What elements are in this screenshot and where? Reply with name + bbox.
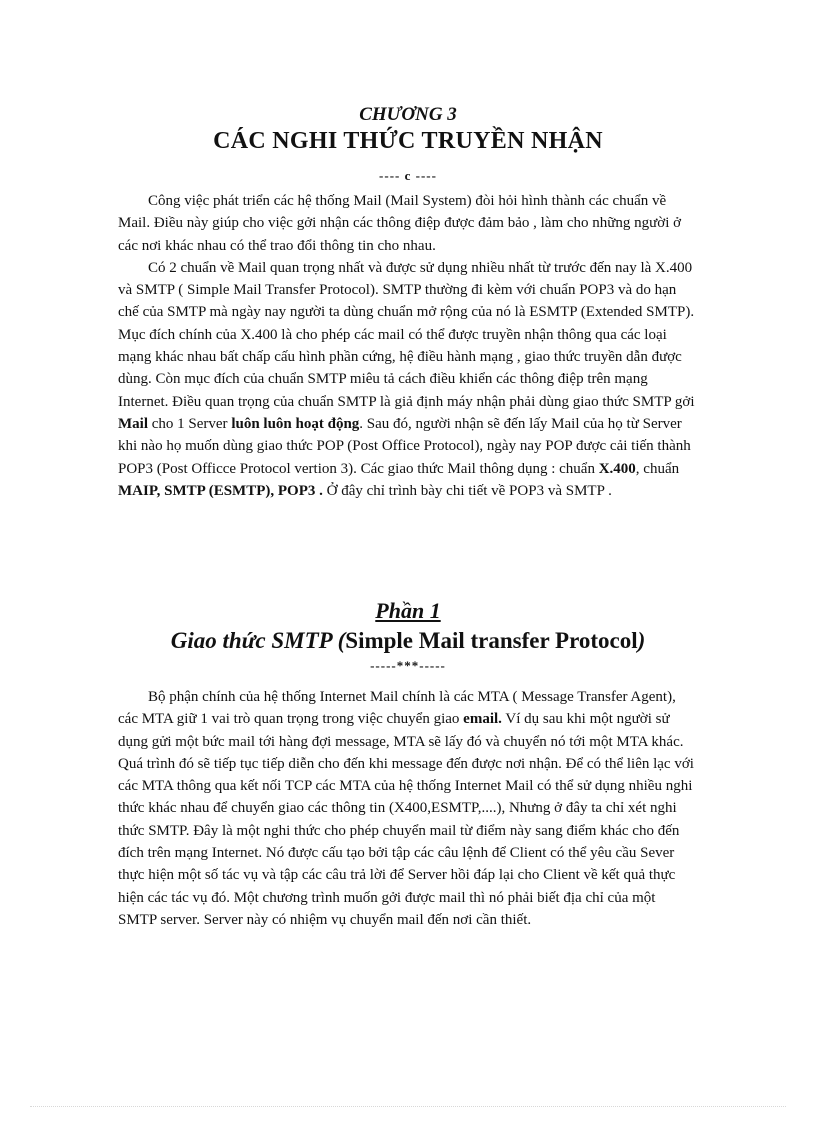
part-divider: -----***-----	[370, 658, 446, 673]
text-run: . Sau đó, người nhận sẽ đến lấy Mail của họ từ Server khi nào họ muốn dùng giao thức POP (Post Office Protocol), ngày nay POP được cải tiến thành POP3 (Post Officce Protocol vertion 3). Các giao thức Mail thông dụng : chuẩn	[118, 415, 691, 477]
part-title-italic: Giao thức SMTP (	[170, 628, 346, 653]
intro-paragraph-1: Công việc phát triển các hệ thống Mail (Mail System) đòi hỏi hình thành các chuẩn về Mail. Điều này giúp cho việc gởi nhận các thông điệp được đảm bảo , làm cho những người ở các nơi khác nhau có thể trao đổi thông tin cho nhau.	[118, 193, 682, 254]
part-title-close: )	[637, 628, 646, 653]
bold-run: X.400	[598, 460, 636, 477]
part-label: Phần 1	[375, 598, 441, 623]
bold-run: MAIP, SMTP (ESMTP), POP3 .	[118, 482, 323, 499]
intro-paragraph-2	[118, 257, 696, 502]
text-run: Có 2 chuẩn về Mail quan trọng nhất và được sử dụng nhiều nhất từ trước đến nay là X.400 và SMTP ( Simple Mail Transfer Protocol). SMTP thường đi kèm với chuẩn POP3 và do hạn chế của SMTP mà ngày nay người ta dùng chuẩn mở rộng của nó là ESMTP (Extended SMTP). Mục đích chính của X.400 là cho phép các mail có thể được truyền nhận thông qua các loại mạng khác nhau bất chấp cấu hình phần cứng, hệ điều hành mạng , giao thức truyền dẫn được dùng. Còn mục đích của chuẩn SMTP miêu tả cách điều khiển các thông điệp trên mạng Internet. Điều quan trọng của chuẩn SMTP là giả định máy nhận phải dùng giao thức SMTP gởi	[118, 259, 695, 410]
bold-run: luôn luôn hoạt động	[231, 415, 360, 432]
text-run: Ở đây chỉ trình bày chi tiết về POP3 và SMTP .	[322, 482, 612, 499]
chapter-title: CÁC NGHI THỨC TRUYỀN NHẬN	[213, 128, 603, 154]
text-run: , chuẩn	[635, 460, 680, 477]
text-run: Ví dụ sau khi một người sử dụng gửi một bức mail tới hàng đợi message, MTA sẽ lấy đó và chuyển nó tới một MTA khác. Quá trình đó sẽ tiếp tục tiếp diễn cho đến khi message đến được nơi nhận. Để có thể liên lạc với các MTA thông qua kết nối TCP các MTA của hệ thống Internet Mail có thể sử dụng nhiều nghi thức khác nhau để chuyển giao các thông tin (X400,ESMTP,....), Nhưng ở đây ta chỉ xét nghi thức SMTP. Đây là một nghi thức cho phép chuyển mail từ điểm này sang điểm khác cho đến đích trên mạng Internet. Nó được cấu tạo bởi tập các câu lệnh để Client có thể yêu cầu Sever thực hiện một số tác vụ và tập các câu trả lời để Server hồi đáp lại cho Client về kết quả thực hiện các tác vụ đó. Một chương trình muốn gởi được mail thì nó phải biết địa chỉ của một SMTP server. Server này có nhiệm vụ chuyển mail đến nơi cần thiết.	[118, 711, 694, 928]
page-bottom-divider	[30, 1106, 786, 1107]
bold-run: email.	[463, 711, 502, 728]
chapter-label: CHƯƠNG 3	[359, 104, 457, 125]
bold-run: Mail	[118, 415, 148, 432]
chapter-divider: ---- c ----	[379, 168, 437, 183]
text-run: Bộ phận chính của hệ thống Internet Mail chính là các MTA ( Message Transfer Agent), các MTA giữ 1 vai trò quan trọng trong việc chuyển giao	[118, 689, 676, 728]
intro-section	[118, 190, 696, 502]
text-run: cho 1 Server	[148, 415, 232, 432]
part-title-rest: Simple Mail transfer Protocol	[345, 628, 638, 653]
smtp-paragraph	[118, 686, 696, 931]
part-title	[0, 628, 816, 654]
smtp-section	[118, 686, 696, 931]
